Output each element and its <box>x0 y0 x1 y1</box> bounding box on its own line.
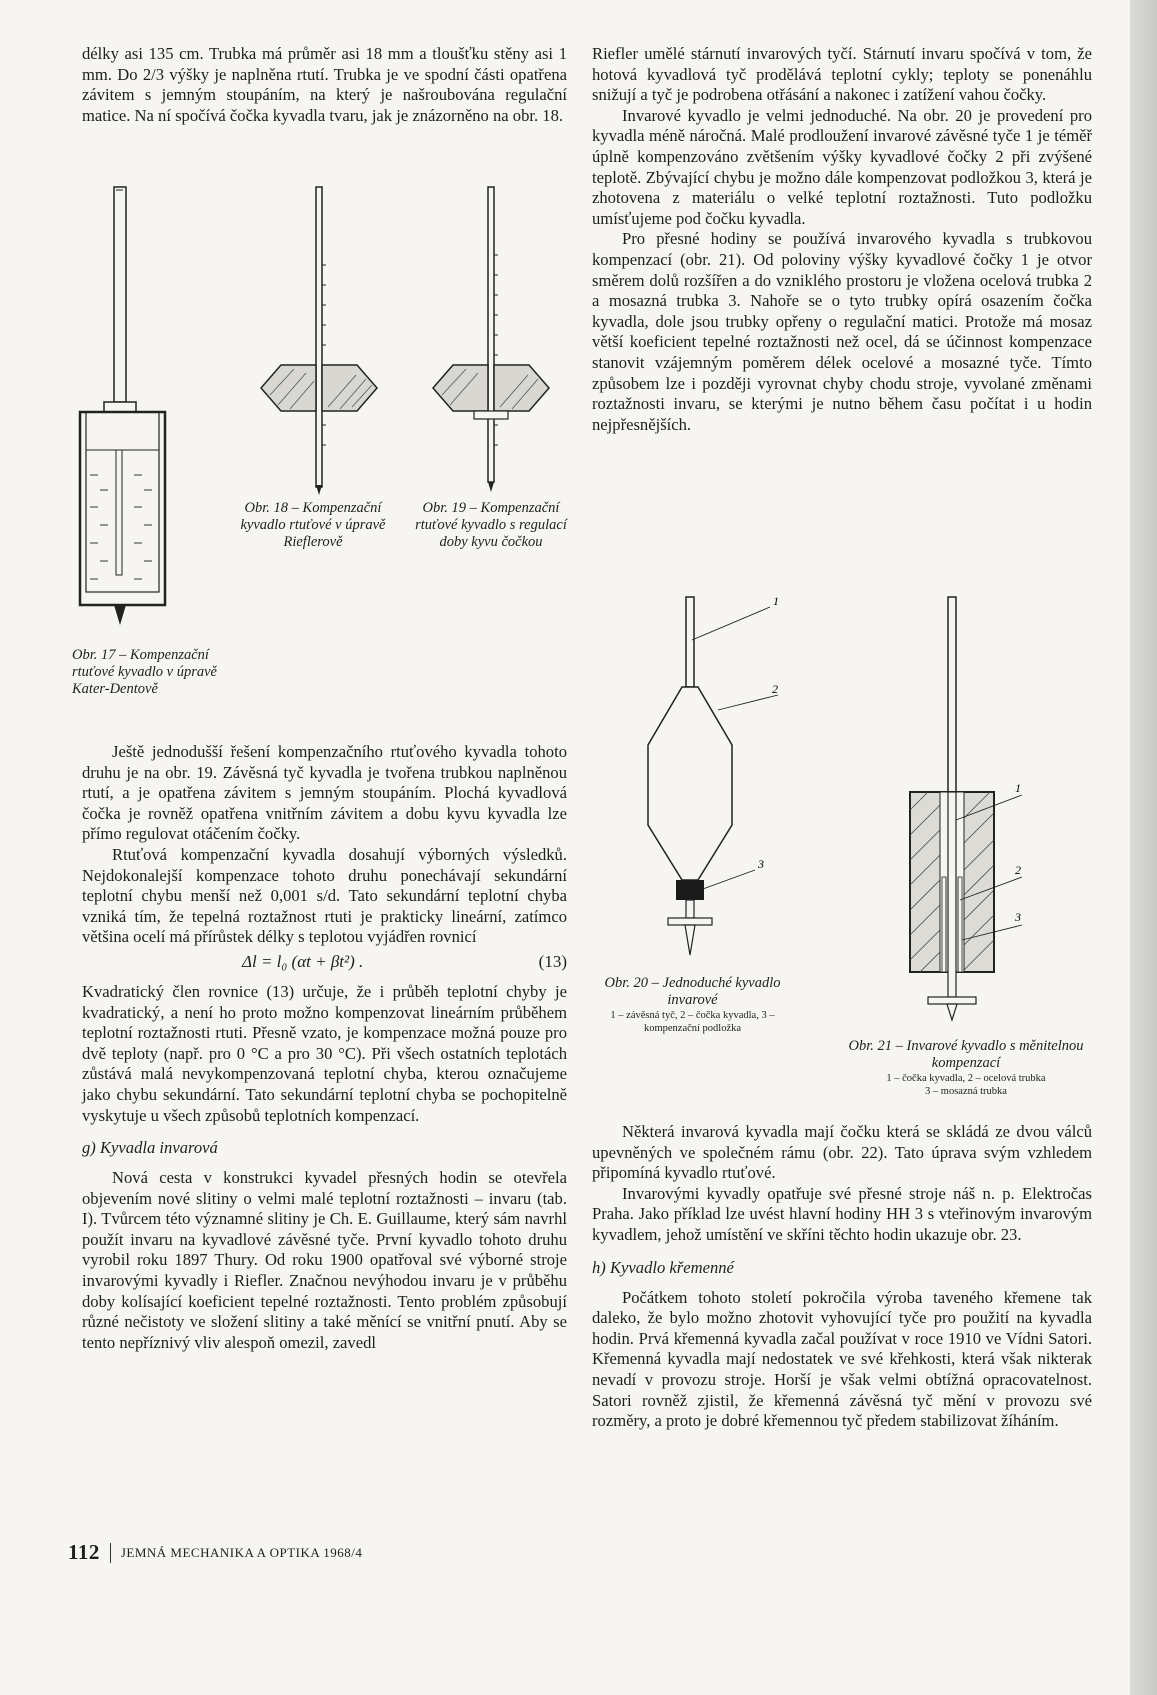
figure-20-title: Obr. 20 – Jednoduché kyvadlo invarové <box>604 975 781 1008</box>
figure-20-label-1: 1 <box>773 594 779 608</box>
section-heading-h: h) Kyvadlo křemenné <box>592 1257 734 1277</box>
paragraph: Rtuťová kompenzační kyvadla dosahují výborných výsledků. Nejdokonalejší kompenzace tohoto druhu ponechávají sekundární teplotní chybu menší než 0,001 s/d. Tato sekundární teplotní chyba vzniká tím, že tepelná roztažnost rtuti je prakticky lineární, zatímco většina ocelí má přírůstek délky s teplotou vyjádřen rovnicí <box>82 844 567 947</box>
figure-21-legend-2: 3 – mosazná trubka <box>925 1086 1007 1097</box>
paragraph: Počátkem tohoto století pokročila výroba taveného křemene tak daleko, že bylo možno zhotovit vyhovující tyče pro použití na kyvadla hodin. Prvá křemenná kyvadla začal používat v roce 1910 ve Vídni Satori. Křemenná kyvadla mají nedostatek ve své křehkosti, která však nikterak nevadí v provozu stroje. Horší je však velmi obtížná opracovatelnost. Satori rovněž zjistil, že křemenná závěsná tyč mění v provozu své rozměry, a proto je dobré křemennou tyč předem stabilizovat žíháním. <box>592 1287 1092 1431</box>
figure-21-label-2: 2 <box>1015 863 1021 877</box>
figure-21-drawing <box>900 595 1060 1025</box>
paragraph: Ještě jednodušší řešení kompenzačního rtuťového kyvadla tohoto druhu je na obr. 19. Závěsná tyč kyvadla je tvořena trubkou naplněnou rtutí, a je opatřena závitem s jemným stoupáním. Plochá kyvadlová čočka je rovněž opatřena vnitřním závitem a dobu kyvu kyvadla lze přímo regulovat otáčením čočky. <box>82 742 567 844</box>
paragraph: délky asi 135 cm. Trubka má průměr asi 18 mm a tloušťku stěny asi 1 mm. Do 2/3 výšky je naplněna rtutí. Trubka je ve spodní části opatřena závitem s jemným stoupáním, na který je našroubována regulační matice. Na ní spočívá čočka kyvadla tvaru, jak je znázorněno na obr. 18. <box>82 44 567 125</box>
figure-20-legend: 1 – závěsná tyč, 2 – čočka kyvadla, 3 – kompenzační podložka <box>610 1010 775 1034</box>
right-body <box>592 1122 1092 1432</box>
equation-number: (13) <box>538 951 567 971</box>
figure-21-caption <box>835 1038 1097 1098</box>
page-number: 112 <box>68 1540 100 1564</box>
figure-20-label-3: 3 <box>758 857 764 871</box>
figure-20-caption <box>585 975 800 1035</box>
page-edge <box>1130 0 1157 1695</box>
paragraph: Některá invarová kyvadla mají čočku která se skládá ze dvou válců upevněných ve společném rámu (obr. 22). Tato úprava svým vzhledem připomíná kyvadlo rtuťové. <box>592 1122 1092 1183</box>
paragraph: Riefler umělé stárnutí invarových tyčí. Stárnutí invaru spočívá v tom, že hotová kyvadlová tyč prodělává teplotní cykly; teploty se ponenáhlu snižují a tyč je podrobena otřásání a nakonec i zatížení vahou čočky. <box>592 44 1092 105</box>
figure-18-drawing <box>246 185 396 485</box>
figure-19-caption: Obr. 19 – Kompenzační rtuťové kyvadlo s regulací doby kyvu čočkou <box>415 500 567 550</box>
figure-17-caption: Obr. 17 – Kompenzační rtuťové kyvadlo v úpravě Kater-Dentově <box>72 647 217 697</box>
right-intro <box>592 44 1092 435</box>
equation-13 <box>82 952 567 978</box>
figure-20-label-2: 2 <box>772 682 778 696</box>
figure-21-title: Obr. 21 – Invarové kyvadlo s měnitelnou kompenzací <box>848 1038 1084 1071</box>
paragraph: Kvadratický člen rovnice (13) určuje, že i průběh teplotní chyby je kvadratický, a není ho proto možno kompenzovat lineárním průběhem teplotní roztažnosti rtuti. Přesně vzato, je kompenzace možná pouze pro dvě teploty (např. pro 0 °C a pro 30 °C). Při všech ostatních teplotách zůstává malá nevykompenzovaná teplotní chyba, kterou označujeme jako chybu sekundární. Tato sekundární teplotní chyba se pochopitelně vyskytuje u všech způsobů teplotních kompenzací. <box>82 981 567 1125</box>
paragraph: Pro přesné hodiny se používá invarového kyvadla s trubkovou kompenzací (obr. 21). Od poloviny výšky kyvadlové čočky 1 je otvor směrem dolů rozšířen a do vzniklého prostoru je vložena ocelová trubka 2 a mosazná trubka 3. Nahoře se o tyto trubky opírá osazením čočka kyvadla, dole jsou trubky opřeny o regulační matici. Protože má mosaz větší koeficient tepelné roztažnosti než ocel, dá se účinnost kompenzace stanovit vzájemným poměrem délek ocelové a mosazné tyče. Tímto způsobem lze i později vyrovnat chyby chodu stroje, vyvolané změnami roztažnosti invaru, se kterými je nutno během času počítat i u hodin nejpřesnějších. <box>592 229 1092 434</box>
page-footer <box>68 1540 362 1565</box>
figure-17-drawing <box>78 185 178 635</box>
footer-divider <box>110 1543 111 1563</box>
journal-name: JEMNÁ MECHANIKA A OPTIKA 1968/4 <box>120 1544 363 1560</box>
paragraph: Nová cesta v konstrukci kyvadel přesných hodin se otevřela objevením nové slitiny o velmi malé teplotní roztažnosti – invaru (tab. I). Tvůrcem této významné slitiny je Ch. E. Guillaume, který sám navrhl použít invaru na kyvadlové závěsné tyče. První kyvadlo tohoto druhu vyrobil roku 1897 Thury. Od roku 1900 opatřoval své výborné stroje invarovými kyvadly i Riefler. Značnou nevýhodou invaru je v průběhu doby kolísající koeficient tepelné roztažnosti. Tento problém způsobují různé nečistoty ve složení slitiny a také měnící se vnitřní pnutí. Aby se tento nepříznivý vliv alespoň omezil, zavedl <box>82 1168 567 1352</box>
figure-18-caption: Obr. 18 – Kompenzační kyvadlo rtuťové v úpravě Rieflerově <box>240 500 386 550</box>
paragraph: Invarové kyvadlo je velmi jednoduché. Na obr. 20 je provedení pro kyvadla méně náročná. Malé prodloužení invarové závěsné tyče 1 je téměř úplně kompenzováno zvětšením výšky kyvadlové čočky 2 při zvýšené teplotě. Zbývající chybu je možno dále kompenzovat podložkou 3, která je zhotovena z materiálu o velké teplotní roztažnosti. Tuto podložku umísťujeme pod čočku kyvadla. <box>592 105 1092 228</box>
equation-body: Δl = l₀ (αt + βt²) . <box>242 951 364 971</box>
figure-19-drawing <box>418 185 568 485</box>
section-heading-g: g) Kyvadla invarová <box>82 1138 218 1158</box>
paragraph: Invarovými kyvadly opatřuje své přesné stroje náš n. p. Elektročas Praha. Jako příklad lze uvést hlavní hodiny HH 3 s vteřinovým invarovým kyvadlem, jehož umístění ve skříni těchto hodin ukazuje obr. 23. <box>592 1183 1092 1244</box>
figure-21-legend-1: 1 – čočka kyvadla, 2 – ocelová trubka <box>886 1073 1046 1084</box>
figure-21-label-3: 3 <box>1015 910 1021 924</box>
figure-20-drawing <box>630 595 790 965</box>
figure-21-label-1: 1 <box>1015 781 1021 795</box>
left-body <box>82 742 567 1353</box>
left-intro <box>82 44 567 126</box>
